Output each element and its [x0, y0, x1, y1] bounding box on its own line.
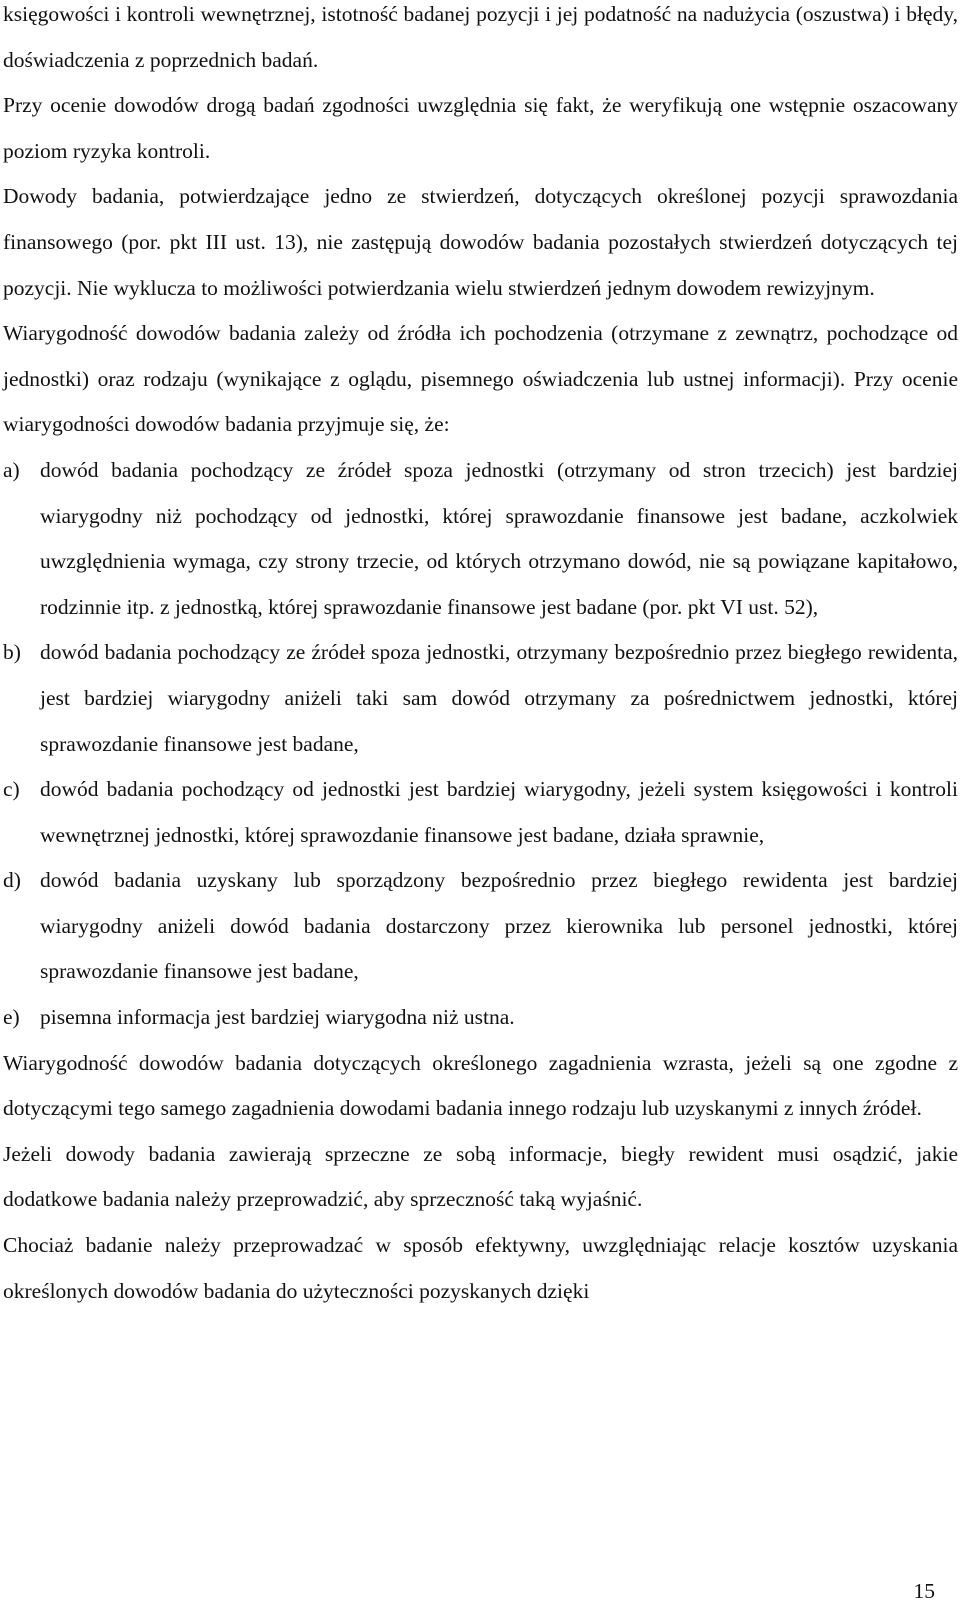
- list-marker: a): [3, 457, 20, 482]
- evidence-reliability-list: [3, 448, 958, 1041]
- page-number: 15: [913, 1579, 935, 1603]
- list-item-text: dowód badania pochodzący od jednostki jest bardziej wiarygodny, jeżeli system księgowości i kontroli wewnętrznej jednostki, której sprawozdanie finansowe jest badane, działa sprawnie,: [40, 777, 958, 847]
- paragraph: Jeżeli dowody badania zawierają sprzeczne ze sobą informacje, biegły rewident musi osądzić, jakie dodatkowe badania należy przeprowadzić, aby sprzeczność taką wyjaśnić.: [3, 1141, 958, 1212]
- list-item: [3, 630, 958, 767]
- list-item-text: dowód badania uzyskany lub sporządzony bezpośrednio przez biegłego rewidenta jest bardziej wiarygodny aniżeli dowód badania dostarczony przez kierownika lub personel jednostki, której sprawozdanie finansowe jest badane,: [40, 868, 958, 984]
- list-marker: c): [3, 777, 20, 802]
- paragraph: Wiarygodność dowodów badania dotyczących określonego zagadnienia wzrasta, jeżeli są one zgodne z dotyczącymi tego samego zagadnienia dowodami badania innego rodzaju lub uzyskanymi z innych źródeł.: [3, 1050, 958, 1121]
- paragraph: księgowości i kontroli wewnętrznej, istotność badanej pozycji i jej podatność na nadużycia (oszustwa) i błędy, doświadczenia z poprzednich badań.: [3, 2, 958, 72]
- paragraph: Chociaż badanie należy przeprowadzać w sposób efektywny, uwzględniając relacje kosztów uzyskania określonych dowodów badania do użyteczności pozyskanych dzięki: [3, 1233, 958, 1303]
- list-marker: b): [3, 640, 21, 665]
- paragraph: Wiarygodność dowodów badania zależy od źródła ich pochodzenia (otrzymane z zewnątrz, pochodzące od jednostki) oraz rodzaju (wynikające z oglądu, pisemnego oświadczenia lub ustnej informacji). Przy ocenie wiarygodności dowodów badania przyjmuje się, że:: [3, 321, 958, 437]
- list-item-text: dowód badania pochodzący ze źródeł spoza jednostki, otrzymany bezpośrednio przez biegłego rewidenta, jest bardziej wiarygodny aniżeli taki sam dowód otrzymany za pośrednictwem jednostki, której sprawozdanie finansowe jest badane,: [40, 640, 958, 756]
- paragraph: Przy ocenie dowodów drogą badań zgodności uwzględnia się fakt, że weryfikują one wstępnie oszacowany poziom ryzyka kontroli.: [3, 93, 958, 163]
- list-item: [3, 858, 958, 995]
- paragraph: Dowody badania, potwierdzające jedno ze stwierdzeń, dotyczących określonej pozycji sprawozdania finansowego (por. pkt III ust. 13), nie zastępują dowodów badania pozostałych stwierdzeń dotyczących tej pozycji. Nie wyklucza to możliwości potwierdzania wielu stwierdzeń jednym dowodem rewizyjnym.: [3, 184, 958, 300]
- list-item: [3, 995, 958, 1041]
- list-item-text: dowód badania pochodzący ze źródeł spoza jednostki (otrzymany od stron trzecich) jest bardziej wiarygodny niż pochodzący od jednostki, której sprawozdanie finansowe jest badane, aczkolwiek uwzględnienia wymaga, czy strony trzecie, od których otrzymano dowód, nie są powiązane kapitałowo, rodzinnie itp. z jednostką, której sprawozdanie finansowe jest badane (por. pkt VI ust. 52),: [40, 457, 958, 619]
- list-marker: e): [3, 1005, 20, 1030]
- list-item: [3, 448, 958, 630]
- list-item: [3, 767, 958, 858]
- list-marker: d): [3, 868, 21, 893]
- list-item-text: pisemna informacja jest bardziej wiarygodna niż ustna.: [40, 1005, 515, 1030]
- document-body: [3, 0, 958, 1314]
